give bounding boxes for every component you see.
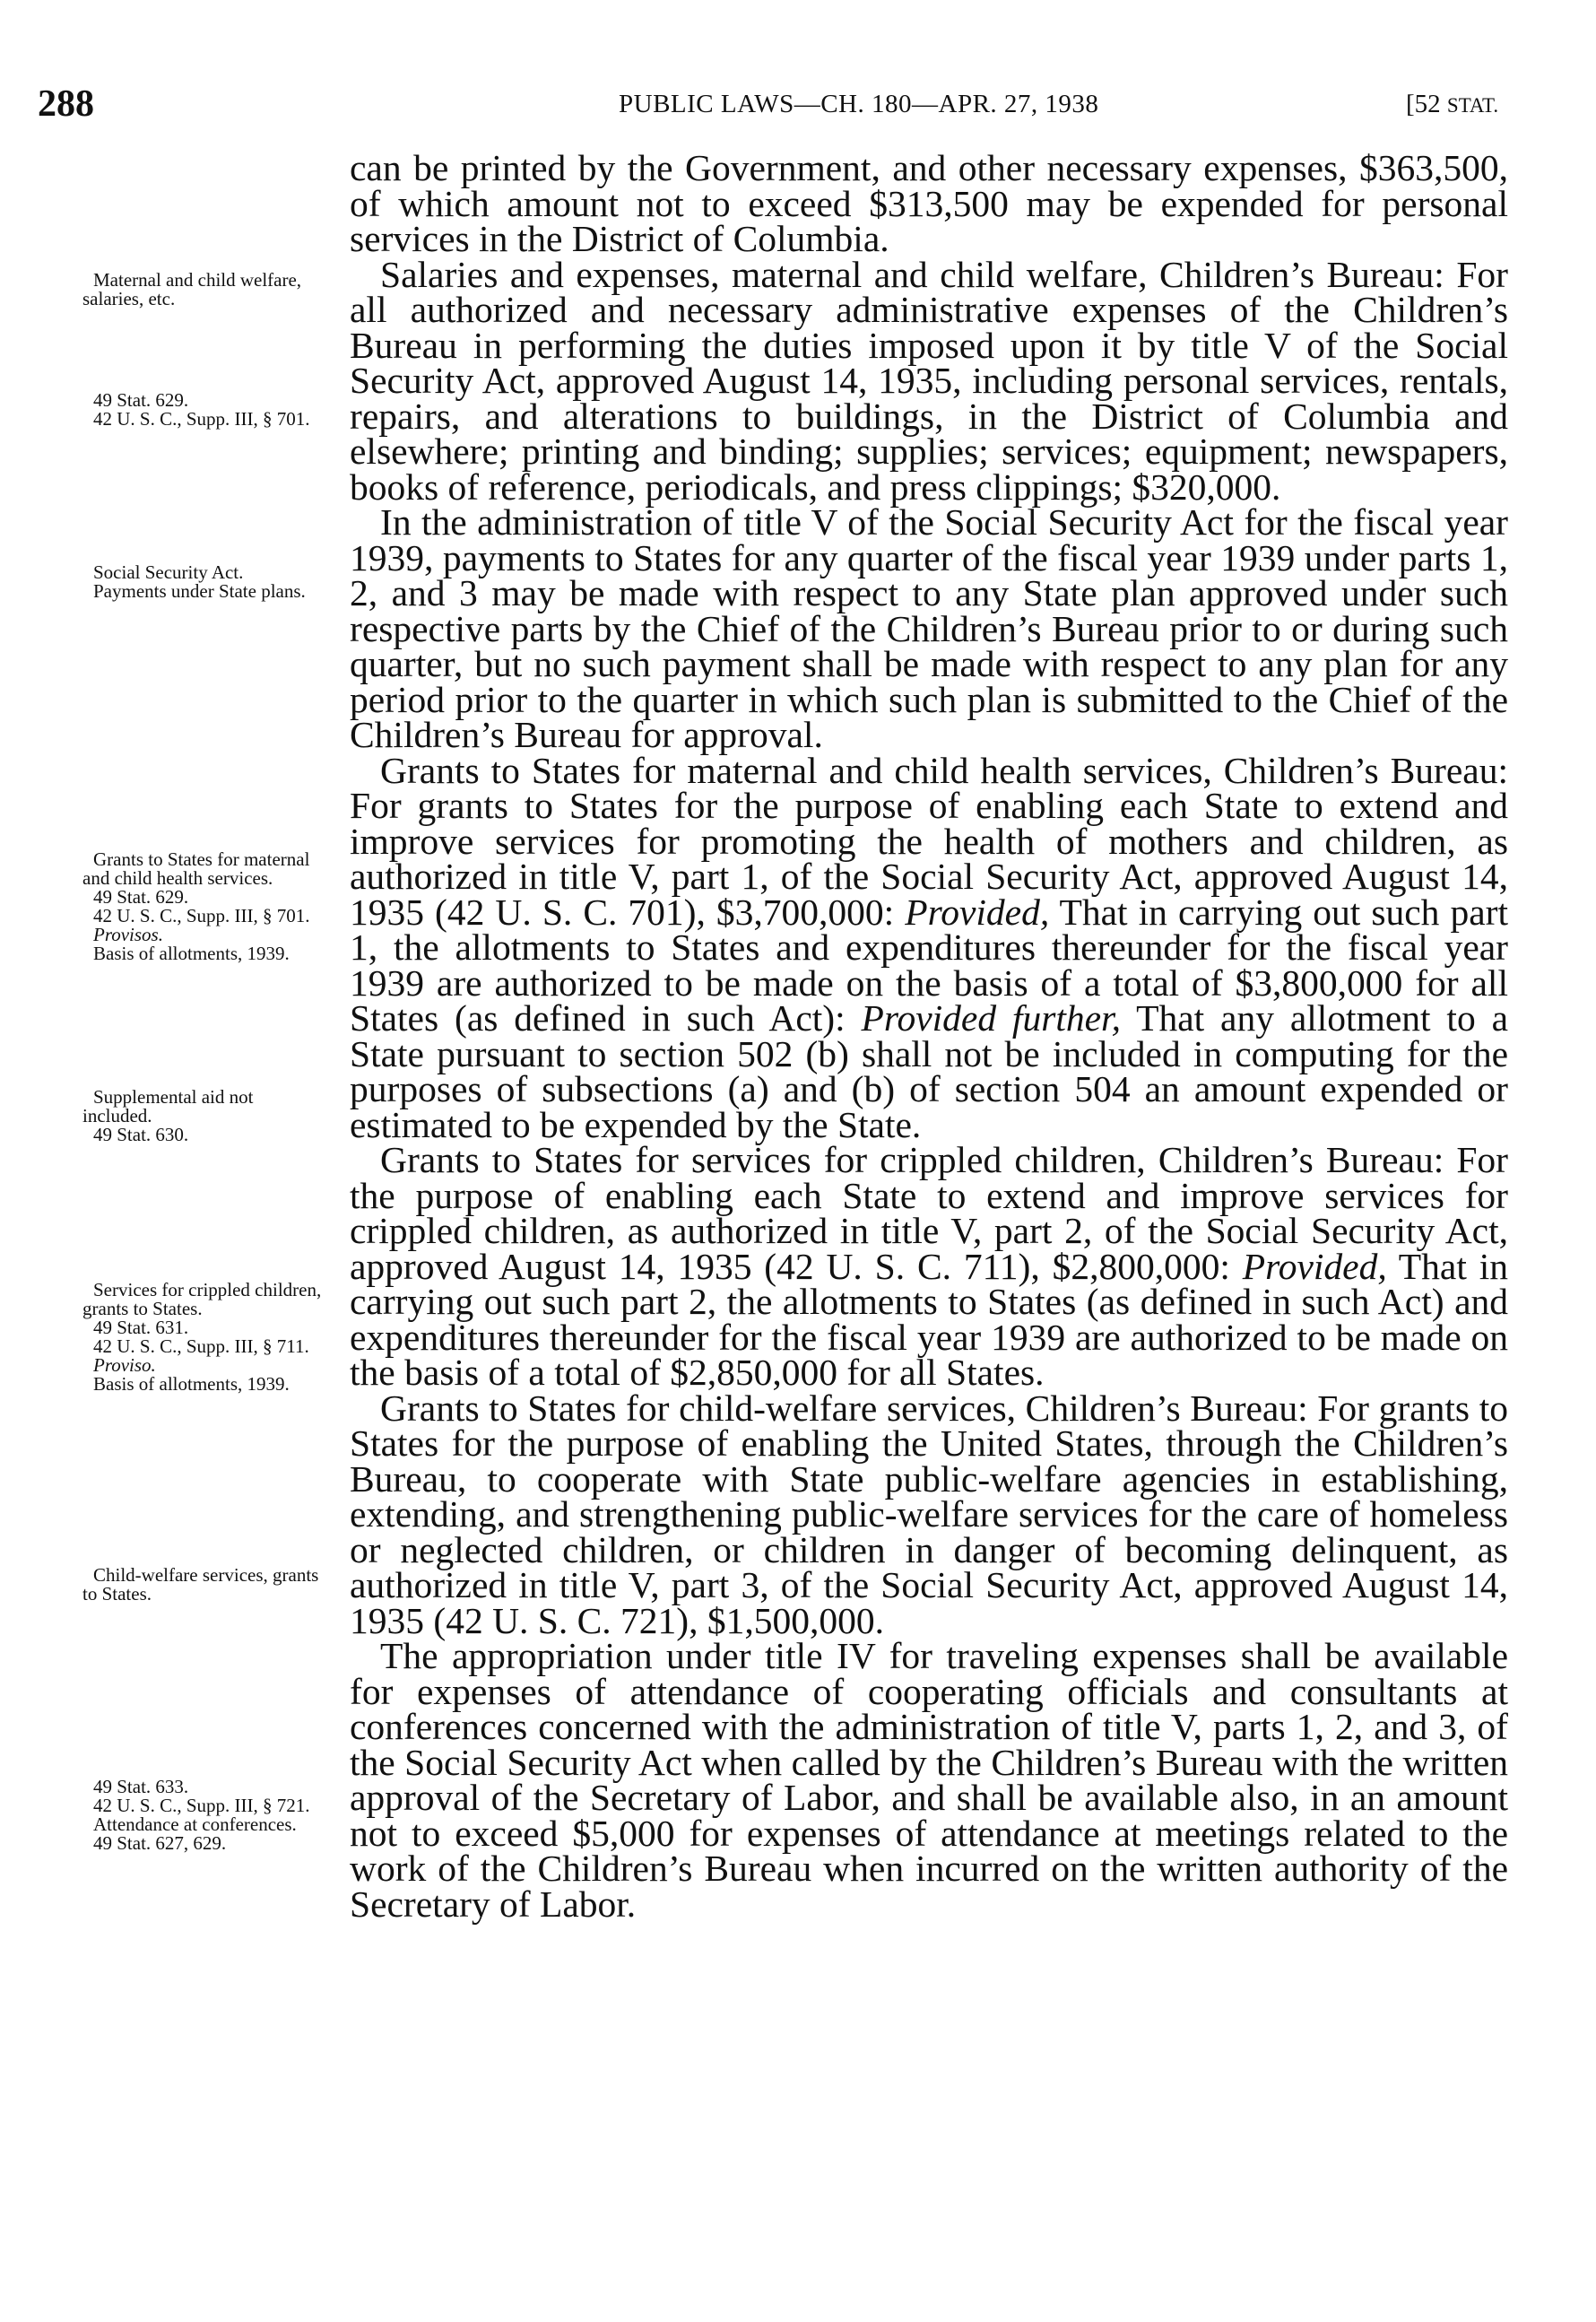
note-text: 49 Stat. 633.	[93, 1776, 189, 1797]
note-text: Basis of allotments, 1939.	[93, 1373, 290, 1395]
text-run: Grants to States for services for crippled children, Children’s Bureau: For the purpose of enabling each State to extend and improve services for crippled children, as authorized in title V, part 2, of the Social Security Act, approved August 14, 1935 (42 U. S. C. 711), $2,800,000:	[350, 1139, 1508, 1287]
page-number: 288	[38, 83, 94, 125]
note-text: Attendance at conferences.	[93, 1813, 297, 1835]
paragraph-child-welfare: Grants to States for child-welfare services, Children’s Bureau: For grants to States for the purpose of enabling the United States, through the Children’s Bureau, to cooperate with State public-welfare agencies in establishing, extending, and strengthening public-welfare services for the care of homeless or neglected children, or children in danger of becoming delinquent, as authorized in title V, part 3, of the Social Security Act, approved August 14, 1935 (42 U. S. C. 721), $1,500,000.	[350, 1387, 1508, 1641]
note-text: 42 U. S. C., Supp. III, § 701.	[93, 905, 310, 926]
volume-reference	[1406, 90, 1498, 119]
provided-italic: Provided,	[905, 891, 1050, 933]
note-text: Payments under State plans.	[93, 580, 306, 602]
note-text: 42 U. S. C., Supp. III, § 711.	[93, 1335, 309, 1357]
margin-note-attendance	[82, 1778, 325, 1853]
paragraph-crippled-children	[350, 1139, 1508, 1393]
note-text: Basis of allotments, 1939.	[93, 943, 290, 964]
note-text: Supplemental aid not included.	[82, 1086, 254, 1126]
paragraph-salaries-expenses: Salaries and expenses, maternal and child welfare, Children’s Bureau: For all authorized and necessary administrative expenses of the Children’s Bureau in performing the duties imposed upon it by title V of the Social Security Act, approved August 14, 1935, including personal services, rentals, repairs, and alterations to buildings, in the District of Columbia and elsewhere; printing and binding; supplies; services; equipment; newspapers, books of reference, periodicals, and press clippings; $320,000.	[350, 253, 1508, 508]
note-text: 42 U. S. C., Supp. III, § 701.	[93, 408, 310, 430]
note-text: Services for crippled children, grants to States.	[82, 1279, 322, 1319]
text-run: That any allotment to a State pursuant to section 502 (b) shall not be included in computing for the purposes of subsections (a) and (b) of section 504 an amount expended or estimated to be expended by the State.	[350, 997, 1508, 1145]
margin-note-maternal-child-welfare	[82, 271, 325, 309]
paragraph-grants-mch	[350, 749, 1508, 1145]
body-text	[350, 147, 1508, 1925]
margin-note-supplemental-aid	[82, 1088, 325, 1144]
note-text: 49 Stat. 627, 629.	[93, 1832, 227, 1854]
margin-note-child-welfare	[82, 1566, 325, 1604]
note-text: Grants to States for maternal and child health services.	[82, 848, 310, 889]
note-text: 49 Stat. 629.	[93, 886, 189, 908]
paragraph-continuation: can be printed by the Government, and other necessary expenses, $363,500, of which amount not to exceed $313,500 may be expended for personal services in the District of Columbia.	[350, 147, 1508, 259]
note-text: Maternal and child welfare, salaries, etc.	[82, 269, 302, 309]
note-text: 49 Stat. 631.	[93, 1317, 189, 1338]
note-text: Social Security Act.	[93, 561, 244, 583]
note-text: Provisos.	[93, 924, 163, 945]
text-run: That in carrying out such part 1, the allotments to States and expenditures thereunder for the fiscal year 1939 are authorized to be made on the basis of a total of $3,800,000 for all States (as defined in such Act):	[350, 891, 1508, 1039]
running-head: PUBLIC LAWS—CH. 180—APR. 27, 1938	[619, 90, 1099, 118]
text-run: Grants to States for maternal and child health services, Children’s Bureau: For grants to States for the purpose of enabling each State to extend and improve services for promoting the health of mothers and children, as authorized in title V, part 1, of the Social Security Act, approved August 14, 1935 (42 U. S. C. 701), $3,700,000:	[350, 749, 1508, 933]
margin-note-social-security-act	[82, 563, 325, 601]
note-text: 49 Stat. 630.	[93, 1124, 189, 1145]
volume-abbrev: STAT.	[1446, 94, 1499, 117]
provided-italic: Provided,	[1242, 1245, 1387, 1287]
margin-note-citation-701	[82, 391, 325, 429]
paragraph-administration-title-v: In the administration of title V of the Social Security Act for the fiscal year 1939, payments to States for any quarter of the fiscal year 1939 under parts 1, 2, and 3 may be made with respect to any State plan approved under such respective parts by the Chief of the Children’s Bureau prior to or during such quarter, but no such payment shall be made with respect to any plan for any period prior to the quarter in which such plan is submitted to the Chief of the Children’s Bureau for approval.	[350, 501, 1508, 755]
margin-note-grants-mch	[82, 850, 325, 963]
margin-note-crippled-children	[82, 1281, 325, 1394]
note-text: Proviso.	[93, 1354, 156, 1376]
paragraph-traveling-expenses: The appropriation under title IV for traveling expenses shall be available for expenses of attendance of cooperating officials and consultants at conferences concerned with the administration of title V, parts 1, 2, and 3, of the Social Security Act when called by the Children’s Bureau with the written approval of the Secretary of Labor, and shall be available also, in an amount not to exceed $5,000 for expenses of attendance at meetings related to the work of the Children’s Bureau when incurred on the written authority of the Secretary of Labor.	[350, 1635, 1508, 1925]
note-text: 49 Stat. 629.	[93, 389, 189, 411]
provided-further-italic: Provided further,	[861, 997, 1121, 1039]
volume-prefix: [52	[1406, 90, 1447, 118]
text-run: That in carrying out such part 2, the allotments to States (as defined in such Act) and expenditures thereunder for the fiscal year 1939 are authorized to be made on the basis of a total of $2,850,000 for all States.	[350, 1245, 1508, 1393]
note-text: Child-welfare services, grants to States.	[82, 1564, 319, 1605]
note-text: 42 U. S. C., Supp. III, § 721.	[93, 1795, 310, 1816]
